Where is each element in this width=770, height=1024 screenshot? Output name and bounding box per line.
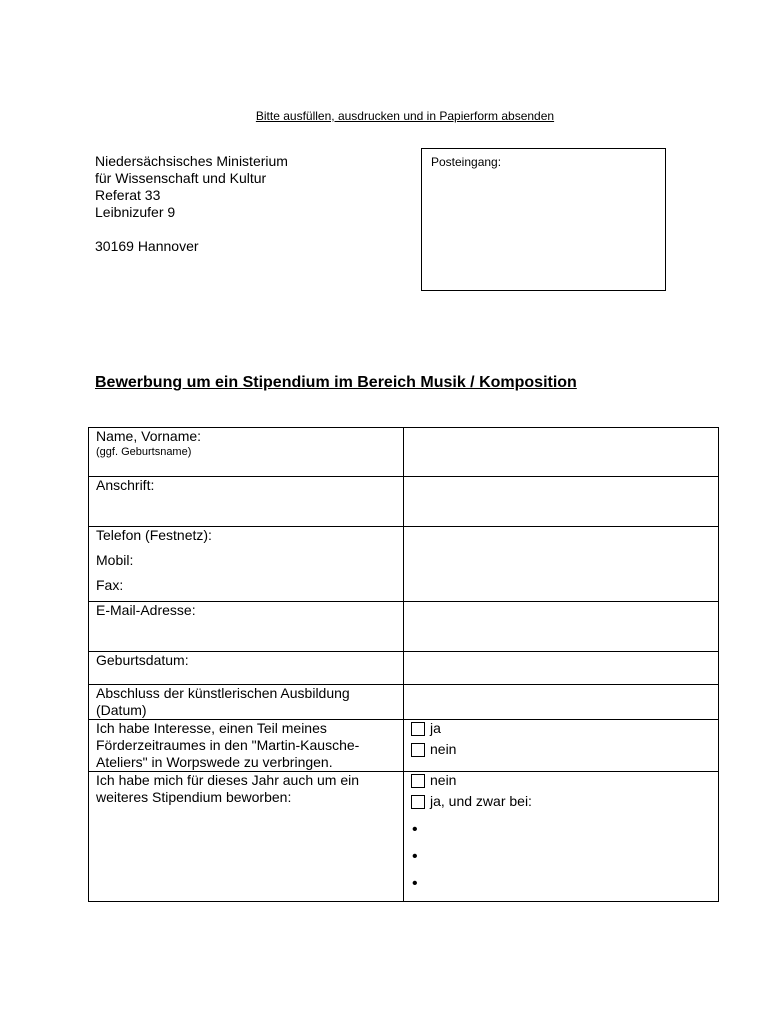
other-scholarship-label: Ich habe mich für dieses Jahr auch um ein weiteres Stipendium beworben: [96,772,360,805]
list-item-bullet[interactable]: • [412,848,418,865]
interest-label: Ich habe Interesse, einen Teil meines Förderzeitraumes in den "Martin-Kausche-Ateliers" in Worpswede zu verbringen. [96,720,360,770]
address-line: Niedersächsisches Ministerium [95,153,288,169]
list-item-bullet[interactable]: • [412,821,418,838]
other-scholarship-list [411,816,711,897]
birthdate-label-cell [89,652,404,685]
interest-no-checkbox[interactable] [411,743,425,757]
recipient-address [95,153,288,255]
email-label-cell [89,602,404,652]
interest-no-label: nein [430,741,457,757]
interest-no-option[interactable] [411,737,711,762]
other-yes-checkbox[interactable] [411,795,425,809]
table-row [89,428,719,477]
interest-yes-option[interactable] [411,720,711,737]
email-label: E-Mail-Adresse: [96,602,196,618]
form-title: Bewerbung um ein Stipendium im Bereich Musik / Komposition [95,374,577,391]
name-field[interactable] [404,428,719,477]
degree-label: Abschluss der künstlerischen Ausbildung (Datum) [96,685,350,718]
address-line: Referat 33 [95,187,161,203]
name-hint: (ggf. Geburtsname) [96,446,192,458]
name-label: Name, Vorname: [96,428,202,444]
degree-label-cell [89,685,404,720]
list-item-bullet[interactable]: • [412,875,418,892]
address-field[interactable] [404,477,719,527]
mobile-label: Mobil: [96,552,134,568]
email-field[interactable] [404,602,719,652]
inbox-stamp-box [421,148,666,291]
birthdate-field[interactable] [404,652,719,685]
interest-yes-label: ja [430,720,441,736]
phone-label-cell [89,527,404,602]
application-form-table [88,427,719,902]
other-scholarship-label-cell [89,772,404,902]
fax-label: Fax: [96,577,124,593]
address-spacer [95,221,288,238]
interest-options-cell [404,720,719,772]
table-row [89,527,719,602]
table-row [89,720,719,772]
address-label-cell [89,477,404,527]
address-line: für Wissenschaft und Kultur [95,170,267,186]
other-yes-option[interactable] [411,789,711,814]
interest-yes-checkbox[interactable] [411,722,425,736]
address-line: 30169 Hannover [95,238,199,254]
other-no-checkbox[interactable] [411,774,425,788]
birthdate-label: Geburtsdatum: [96,652,189,668]
other-scholarship-options-cell [404,772,719,902]
instruction-text: Bitte ausfüllen, ausdrucken und in Papierform absenden [255,109,555,123]
table-row [89,772,719,902]
table-row [89,477,719,527]
other-no-label: nein [430,772,457,788]
other-no-option[interactable] [411,772,711,789]
table-row [89,652,719,685]
phone-label: Telefon (Festnetz): [96,527,212,543]
table-row [89,602,719,652]
interest-label-cell [89,720,404,772]
address-line: Leibnizufer 9 [95,204,176,220]
inbox-label: Posteingang: [431,155,502,169]
name-label-cell [89,428,404,477]
degree-field[interactable] [404,685,719,720]
other-yes-label: ja, und zwar bei: [430,793,532,809]
address-label: Anschrift: [96,477,155,493]
table-row [89,685,719,720]
phone-field[interactable] [404,527,719,602]
